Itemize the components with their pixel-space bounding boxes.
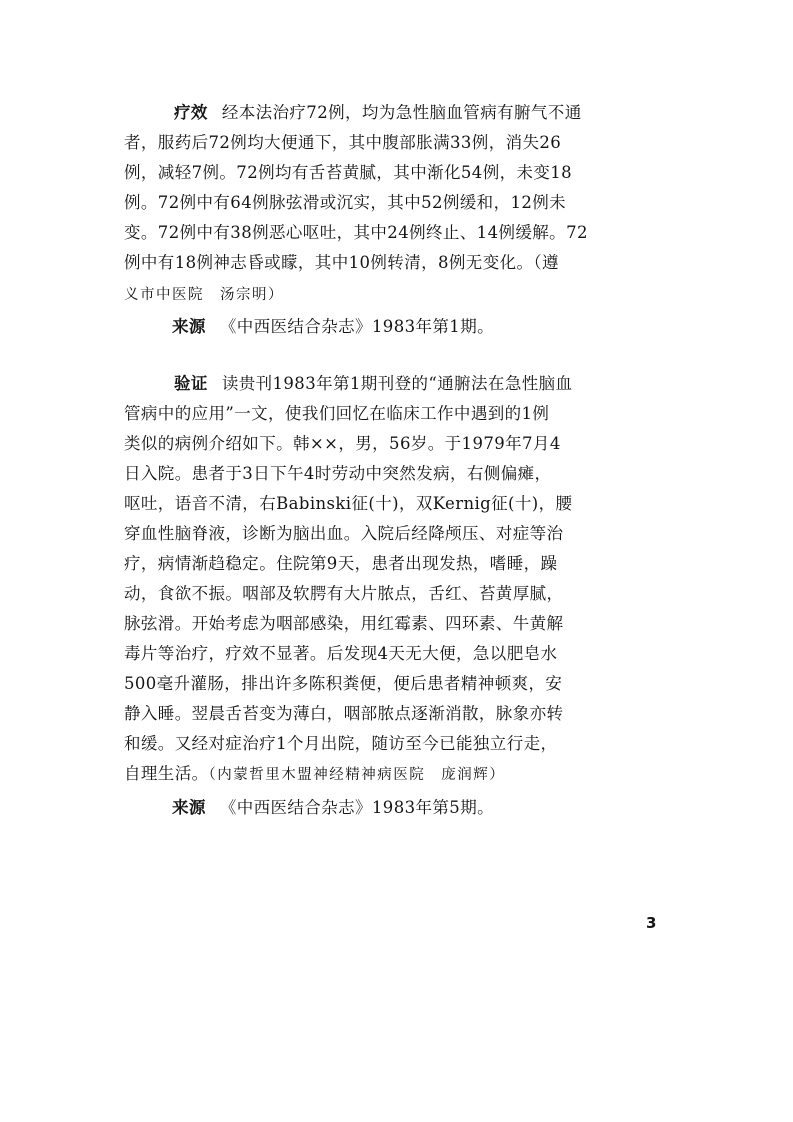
verification-line-11: 500毫升灌肠，排出许多陈积粪便，便后患者精神顿爽，安 [124, 674, 563, 693]
verification-line-2: 管病中的应用”一文，使我们回忆在临床工作中遇到的1例 [124, 404, 550, 423]
verification-line-6: 穿血性脑脊液，诊断为脑出血。入院后经降颅压、对症等治 [124, 524, 564, 543]
verification-text: 读贵刊1983年第1期刊登的“通腑法在急性脑血 [221, 374, 573, 393]
verification-line-3: 类似的病例介绍如下。韩××，男，56岁。于1979年7月4 [124, 434, 561, 453]
efficacy-line-6: 例中有18例神志昏或矇，其中10例转清，8例无变化。（遵 [124, 253, 559, 272]
efficacy-line-5: 变。72例中有38例恶心呕吐，其中24例终止、14例缓解。72 [124, 223, 588, 242]
verification-line-5: 呕吐，语音不清，右Babinski征(十)，双Kernig征(十)，腰 [124, 494, 573, 513]
source-line-2 [172, 798, 494, 818]
verification-last-line: 自理生活。 [124, 764, 209, 783]
verification-line-13: 和缓。又经对症治疗1个月出院，随访至今已能独立行走， [124, 734, 558, 753]
verification-line-4: 日入院。患者于3日下午4时劳动中突然发病，右侧偏瘫， [124, 464, 552, 483]
verification-line-8: 动，食欲不振。咽部及软腭有大片脓点，舌红、苔黄厚腻， [124, 584, 564, 603]
efficacy-line-2: 者，服药后72例均大便通下，其中腹部胀满33例，消失26 [124, 133, 562, 152]
verification-line-14 [124, 764, 505, 785]
source-text-1: 《中西医结合杂志》1983年第1期。 [219, 317, 495, 336]
efficacy-line-3: 例，减轻7例。72例均有舌苔黄腻，其中渐化54例，未变18 [124, 163, 573, 182]
verification-line-7: 疗，病情渐趋稳定。住院第9天，患者出现发热，嗜睡，躁 [124, 554, 558, 573]
source-label-1: 来源 [172, 317, 206, 336]
efficacy-text: 经本法治疗72例，均为急性脑血管病有腑气不通 [221, 103, 582, 122]
verification-line-12: 静入睡。翌晨舌苔变为薄白，咽部脓点逐渐消散，脉象亦转 [124, 704, 564, 723]
source-text-2: 《中西医结合杂志》1983年第5期。 [219, 798, 495, 817]
page-number: 3 [646, 914, 657, 932]
verification-label: 验证 [174, 374, 208, 393]
verification-line-10: 毒片等治疗，疗效不显著。后发现4天无大便，急以肥皂水 [124, 644, 558, 663]
verification-line-1 [174, 374, 572, 394]
efficacy-line-4: 例。72例中有64例脉弦滑或沉实，其中52例缓和，12例未 [124, 193, 567, 212]
verification-line-9: 脉弦滑。开始考虑为咽部感染，用红霉素、四环素、牛黄解 [124, 614, 564, 633]
efficacy-line-1 [174, 103, 694, 123]
source-label-2: 来源 [172, 798, 206, 817]
source-line-1 [172, 317, 494, 337]
efficacy-label: 疗效 [174, 103, 208, 122]
efficacy-author: 义市中医院 汤宗明） [124, 287, 284, 303]
verification-author: （内蒙哲里木盟神经精神病医院 庞润辉） [208, 767, 506, 783]
